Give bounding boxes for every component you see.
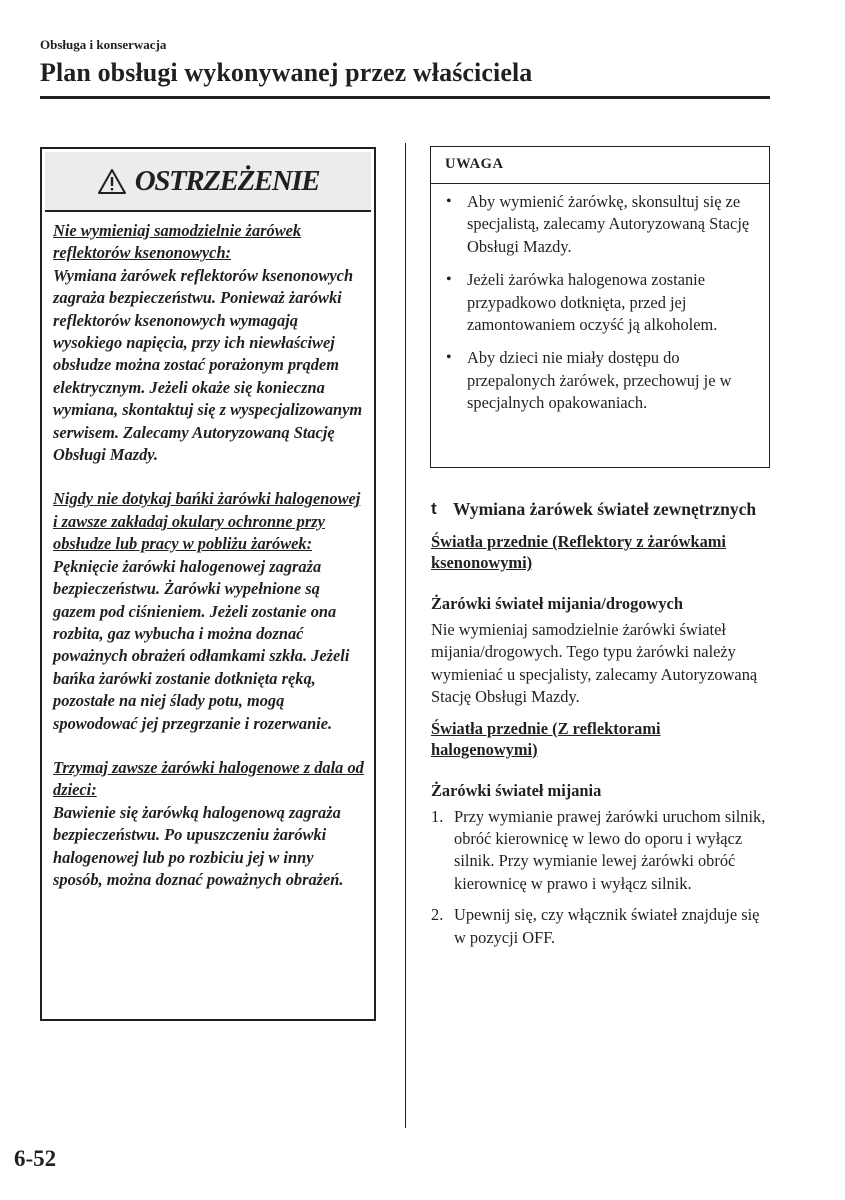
page-number: 6-52 [14,1146,57,1171]
section-heading [431,497,771,521]
note-item [431,347,759,414]
xenon-headlights-heading: Światła przednie (Reflektory z żarówkami ksenonowymi) [431,532,726,572]
section-label: Obsługa i konserwacja [40,37,167,52]
warning-paragraph [53,757,364,891]
note-item-text: Aby wymienić żarówkę, skonsultuj się ze specjalistą, zalecamy Autoryzowaną Stację Obsługi Mazdy. [467,192,750,256]
warning-paragraph-body: Wymiana żarówek reflektorów ksenonowych zagraża bezpieczeństwu. Ponieważ żarówki reflektorów ksenonowych wymagają wysokiego napięcia, przy ich niewłaściwej obsłudze można zostać porażonym prądem elektrycznym. Jeżeli okaże się konieczna wymiana, skontaktuj się z wyspecjalizowanym serwisem. Zalecamy Autoryzowaną Stację Obsługi Mazdy. [53,265,363,465]
step-item [431,904,771,949]
column-divider [405,143,406,1128]
xenon-bulbs-subheading: Żarówki świateł mijania/drogowych [431,594,683,613]
warning-title: OSTRZEŻENIE [134,164,320,197]
warning-paragraph-body: Pęknięcie żarówki halogenowej zagraża bezpieczeństwu. Żarówki wypełnione są gazem pod ciśnieniem. Jeżeli zostanie ona rozbita, gaz wybucha i można doznać poważnych obrażeń odłamkami szkła. Jeżeli bańka żarówki zostanie dotknięta ręką, pozostałe na niej ślady potu, mogą spowodować jej przegrzanie i rozerwanie. [53,556,350,733]
bullet-icon: • [446,271,452,289]
step-item [431,806,771,896]
warning-paragraph-heading: Nie wymieniaj samodzielnie żarówek reflektorów ksenonowych: [53,221,302,263]
warning-paragraph [53,488,364,734]
halogen-bulbs-subheading: Żarówki świateł mijania [431,780,602,800]
note-list [431,184,769,415]
note-title: UWAGA [431,147,769,184]
note-item-text: Aby dzieci nie miały dostępu do przepalonych żarówek, przechowuj je w specjalnych opakowaniach. [467,348,732,413]
section-marker: t [431,499,437,518]
note-box [430,146,770,468]
step-text: Upewnij się, czy włącznik świateł znajduje się w pozycji OFF. [454,905,760,947]
bullet-icon: • [446,193,452,210]
warning-triangle-icon [97,168,127,195]
note-item [431,269,759,336]
warning-box [40,147,376,1021]
warning-paragraph-body: Bawienie się żarówką halogenową zagraża bezpieczeństwu. Po upuszczeniu żarówki halogenowej lub po rozbiciu jej w inny sposób, można doznać poważnych obrażeń. [53,802,344,889]
warning-body [42,212,374,891]
warning-paragraph-heading: Trzymaj zawsze żarówki halogenowe z dala od dzieci: [53,757,364,800]
note-item-text: Jeżeli żarówka halogenowa zostanie przypadkowo dotknięta, przed jej zamontowaniem oczyść ją alkoholem. [467,270,718,335]
halogen-headlights-heading: Światła przednie (Z reflektorami halogenowymi) [431,718,661,759]
xenon-bulbs-text: Nie wymieniaj samodzielnie żarówki świateł mijania/drogowych. Tego typu żarówki należy wymieniać u specjalisty, zalecamy Autoryzowaną Stację Obsługi Mazdy. [431,620,758,707]
step-number: 1. [431,806,444,826]
step-text: Przy wymianie prawej żarówki uruchom silnik, obróć kierownicę w lewo do oporu i wyłącz silnik. Przy wymianie lewej żarówki obróć kierownicę w prawo i wyłącz silnik. [454,806,766,893]
page-title: Plan obsługi wykonywanej przez właściciela [40,58,533,87]
section-heading-text: Wymiana żarówek świateł zewnętrznych [453,499,757,519]
steps-list [431,806,771,949]
note-item [431,191,759,258]
bulb-replacement-section [431,497,771,958]
warning-paragraph-heading: Nigdy nie dotykaj bańki żarówki halogenowej i zawsze zakładaj okulary ochronne przy obsłudze lub pracy w pobliżu żarówek: [53,489,361,554]
warning-header [45,152,371,212]
step-number: 2. [431,905,444,925]
warning-paragraph [53,220,364,466]
title-rule [40,96,770,99]
bullet-icon: • [446,349,452,367]
